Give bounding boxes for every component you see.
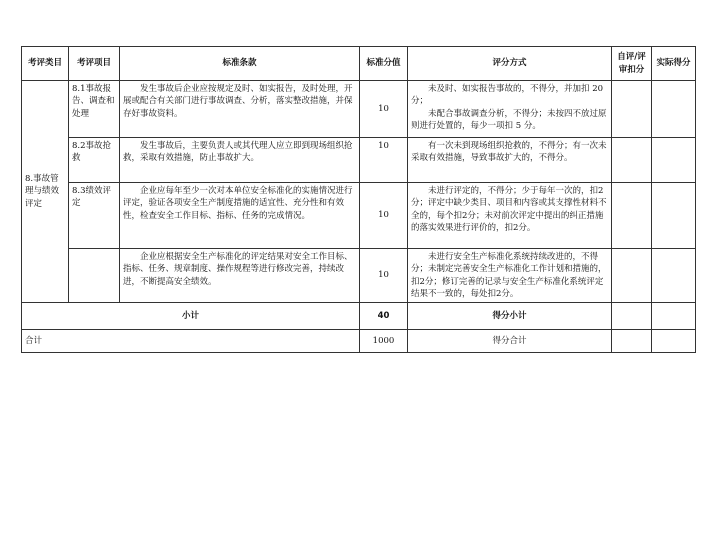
self-deduct-cell[interactable] xyxy=(612,81,652,138)
total-label: 合计 xyxy=(22,330,360,353)
header-standard: 标准条款 xyxy=(120,47,360,81)
method-cell xyxy=(408,183,612,249)
method-cell xyxy=(408,138,612,183)
category-cell: 8.事故管理与绩效评定 xyxy=(22,81,69,303)
subtotal-self-deduct-cell[interactable] xyxy=(612,303,652,330)
subtotal-row xyxy=(22,303,696,330)
self-deduct-cell[interactable] xyxy=(612,138,652,183)
header-row xyxy=(22,47,696,81)
subtotal-actual-cell[interactable] xyxy=(652,303,696,330)
subtotal-points: 40 xyxy=(360,303,408,330)
table-row xyxy=(22,249,696,303)
method-line: 未进行安全生产标准化系统持续改进的，不得分；未制定完善安全生产标准化工作计划和措施的，扣2分；修订完善的记录与安全生产标准化系统评定结果不一致的，每处扣2分。 xyxy=(411,252,607,299)
header-self-deduct: 自评/评审扣分 xyxy=(612,47,652,81)
item-cell: 8.3绩效评定 xyxy=(69,183,120,249)
table-row xyxy=(22,138,696,183)
header-category: 考评类目 xyxy=(22,47,69,81)
item-cell: 8.1事故报告、调查和处理 xyxy=(69,81,120,138)
actual-score-cell[interactable] xyxy=(652,81,696,138)
self-deduct-cell[interactable] xyxy=(612,183,652,249)
method-line: 未进行评定的，不得分；少于每年一次的，扣2分；评定中缺少类目、项目和内容或其支撑性材料不全的，每个扣2分；未对前次评定中提出的纠正措施的落实效果进行评价的，扣2分。 xyxy=(411,186,607,233)
total-points: 1000 xyxy=(360,330,408,353)
total-self-deduct-cell[interactable] xyxy=(612,330,652,353)
total-actual-cell[interactable] xyxy=(652,330,696,353)
method-cell xyxy=(408,249,612,303)
item-cell xyxy=(69,249,120,303)
method-line: 未配合事故调查分析，不得分；未按四不放过原则进行处置的，每少一项扣 5 分。 xyxy=(411,108,607,131)
points-cell: 10 xyxy=(360,138,408,183)
header-item: 考评项目 xyxy=(69,47,120,81)
header-method: 评分方式 xyxy=(408,47,612,81)
standard-cell: 发生事故后企业应按规定及时、如实报告，及时处理，开展或配合有关部门进行事故调查、分析，落实整改措施，并保存好事故资料。 xyxy=(120,81,360,138)
header-points: 标准分值 xyxy=(360,47,408,81)
table-row xyxy=(22,81,696,138)
points-cell: 10 xyxy=(360,183,408,249)
total-method-label: 得分合计 xyxy=(408,330,612,353)
method-line: 未及时、如实报告事故的，不得分，并加扣 20 分； xyxy=(411,84,604,107)
evaluation-table xyxy=(21,46,696,353)
method-line: 有一次未到现场组织抢救的，不得分；有一次未采取有效措施，导致事故扩大的，不得分。 xyxy=(411,141,607,164)
subtotal-method-label: 得分小计 xyxy=(408,303,612,330)
subtotal-label: 小计 xyxy=(22,303,360,330)
points-cell: 10 xyxy=(360,249,408,303)
header-actual: 实际得分 xyxy=(652,47,696,81)
item-cell: 8.2事故抢救 xyxy=(69,138,120,183)
actual-score-cell[interactable] xyxy=(652,183,696,249)
actual-score-cell[interactable] xyxy=(652,138,696,183)
method-cell xyxy=(408,81,612,138)
self-deduct-cell[interactable] xyxy=(612,249,652,303)
points-cell: 10 xyxy=(360,81,408,138)
standard-cell: 企业应根据安全生产标准化的评定结果对安全工作目标、指标、任务、规章制度、操作规程等进行修改完善，持续改进，不断提高安全绩效。 xyxy=(120,249,360,303)
standard-cell: 企业应每年至少一次对本单位安全标准化的实施情况进行评定，验证各项安全生产制度措施的适宜性、充分性和有效性，检查安全工作目标、指标、任务的完成情况。 xyxy=(120,183,360,249)
total-row xyxy=(22,330,696,353)
standard-cell: 发生事故后，主要负责人或其代理人应立即到现场组织抢救，采取有效措施，防止事故扩大。 xyxy=(120,138,360,183)
table-row xyxy=(22,183,696,249)
actual-score-cell[interactable] xyxy=(652,249,696,303)
